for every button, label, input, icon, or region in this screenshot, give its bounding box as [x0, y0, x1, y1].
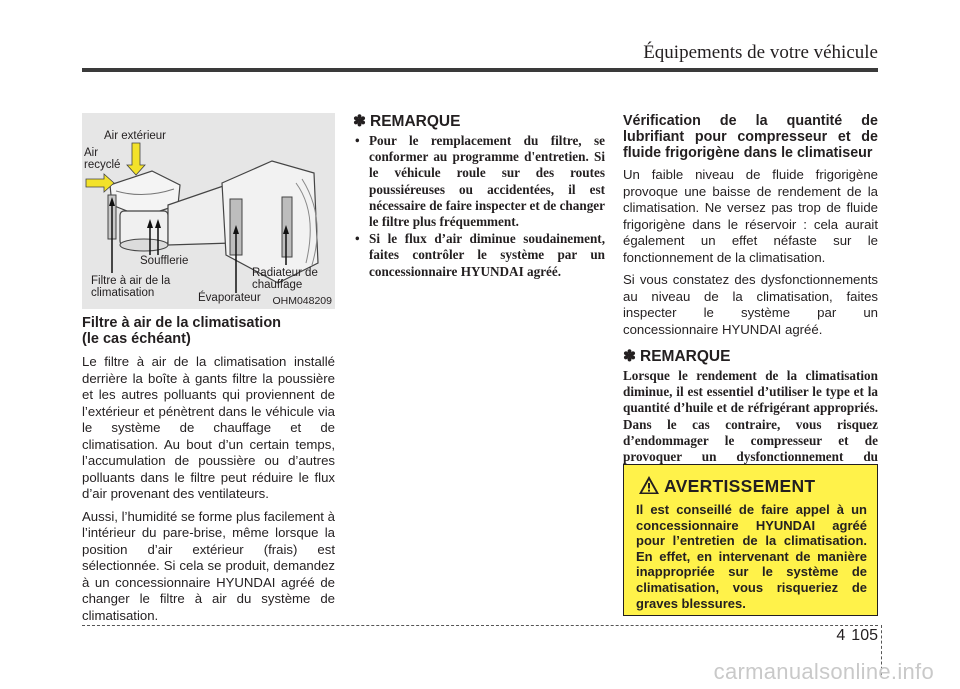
- header-rule: [82, 68, 878, 72]
- filter-heading: Filtre à air de la climatisation (le cas échéant): [82, 315, 282, 347]
- filter-paragraph-1: Le filtre à air de la climatisation installé derrière la boîte à gants filtre la poussière et les autres polluants qui proviennent de l’extérieur et pénètrent dans le véhicule via le système de chauffage et de climatisation. Au bout d’un certain temps, l’accumulation de poussière ou d’autres polluants dans le filtre peut réduire le flux d’air provenant des ventilateurs.: [82, 354, 335, 501]
- warning-box: [623, 464, 878, 616]
- lubricant-heading: Vérification de la quantité de lubrifiant pour compresseur et de fluide frigorigène dans le climatiseur: [623, 113, 878, 161]
- remark-bullet: • Si le flux d’air diminue soudainement, faites contrôler le système par un concessionnaire HYUNDAI agréé.: [353, 231, 605, 280]
- remark-heading: [353, 113, 605, 131]
- figure-code: OHM048209: [272, 295, 332, 307]
- label-soufflerie: Soufflerie: [140, 255, 189, 267]
- page-number-value: 105: [851, 627, 878, 644]
- page-header-title: Équipements de votre véhicule: [643, 42, 878, 63]
- label-air-exterieur: Air extérieur: [104, 130, 166, 142]
- right-column: [623, 113, 878, 481]
- warning-header: [624, 473, 877, 499]
- label-evaporateur: Évaporateur: [198, 292, 261, 304]
- footer-rule: [82, 625, 878, 626]
- warning-triangle-icon: [638, 475, 660, 495]
- remark-heading: [623, 348, 878, 366]
- remark-title: REMARQUE: [370, 113, 461, 130]
- remark-text: Lorsque le rendement de la climatisation diminue, il est essentiel d’utiliser le type et la quantité d’huile et de réfrigérant appropriés. Dans le cas contraire, vous risquez d’endommager le compresseur et de provoquer un dysfonctionnement du: [623, 368, 878, 465]
- label-filtre: Filtre à air de la climatisation: [91, 275, 171, 299]
- remark-mark-icon: ✽: [353, 113, 366, 130]
- lubricant-paragraph-1: Un faible niveau de fluide frigorigène provoque une baisse de rendement de la climatisation. Ne versez pas trop de fluide frigorigène dans le réservoir : cela aurait également un effet néfaste sur le fonctionnement de la climatisation.: [623, 167, 878, 265]
- filter-paragraph-2: Aussi, l’humidité se forme plus facilement à l’intérieur du pare-brise, même lorsque la position d’air extérieur (frais) est sélectionnée. Si cela se produit, demandez à un concessionnaire HYUNDAI agréé de changer le filtre à air du système de climatisation.: [82, 508, 335, 623]
- middle-column: [353, 113, 605, 281]
- remark-title: REMARQUE: [640, 348, 731, 365]
- label-air-recycle: Air recyclé: [84, 147, 121, 171]
- remark-bullet: • Pour le remplacement du filtre, se conformer au programme d'entretien. Si le véhicule roule sur des routes poussiéreuses ou accidentées, il est nécessaire de faire inspecter et de changer le filtre plus fréquemment.: [353, 133, 605, 230]
- outside-air-arrow: [127, 143, 145, 175]
- lubricant-paragraph-2: Si vous constatez des dysfonctionnements au niveau de la climatisation, faites inspecter le système par un concessionnaire HYUNDAI agréé.: [623, 272, 878, 337]
- remark-bullet-list: [353, 133, 605, 280]
- recirc-air-arrow: [86, 174, 114, 192]
- chapter-number: 4: [836, 627, 846, 644]
- hvac-diagram: [82, 113, 335, 309]
- label-radiateur: Radiateur de chauffage: [252, 267, 318, 291]
- warning-title: AVERTISSEMENT: [664, 476, 816, 496]
- left-column: [82, 315, 335, 630]
- page-number: [836, 627, 878, 645]
- heater-core: [282, 197, 292, 257]
- warning-text: Il est conseillé de faire appel à un concessionnaire HYUNDAI agréé pour l’entretien de la climatisation. En effet, en intervenant de manière inappropriée sur le système de climatisation, vous risqueriez de graves blessures.: [636, 502, 867, 611]
- watermark: carmanualsonline.info: [713, 659, 934, 684]
- remark-mark-icon: ✽: [623, 348, 636, 365]
